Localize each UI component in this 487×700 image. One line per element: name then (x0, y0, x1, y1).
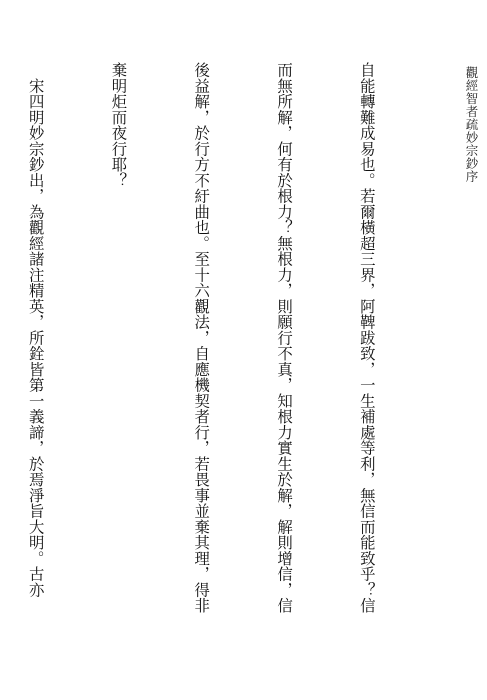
text-column: 棄明炬而夜行耶？ (109, 62, 128, 188)
running-title: 觀經智者疏妙宗鈔序 (464, 66, 479, 183)
text-column: 宋四明妙宗鈔出，為觀經諸注精英，所銓皆第一義諦，於焉淨旨大明。古亦 (26, 62, 45, 598)
text-column: 後益解，於行方不紆曲也。至十六觀法，自應機契者行，若畏事並棄其理，得非 (192, 62, 211, 614)
text-column: 自能轉難成易也。若爾橫超三界，阿鞞跋致，一生補處等利，無信而能致乎？信 (357, 62, 376, 614)
text-column: 而無所解，何有於根力？無根力，則願行不真，知根力實生於解，解則增信，信 (275, 62, 294, 614)
preface-body (0, 62, 435, 682)
